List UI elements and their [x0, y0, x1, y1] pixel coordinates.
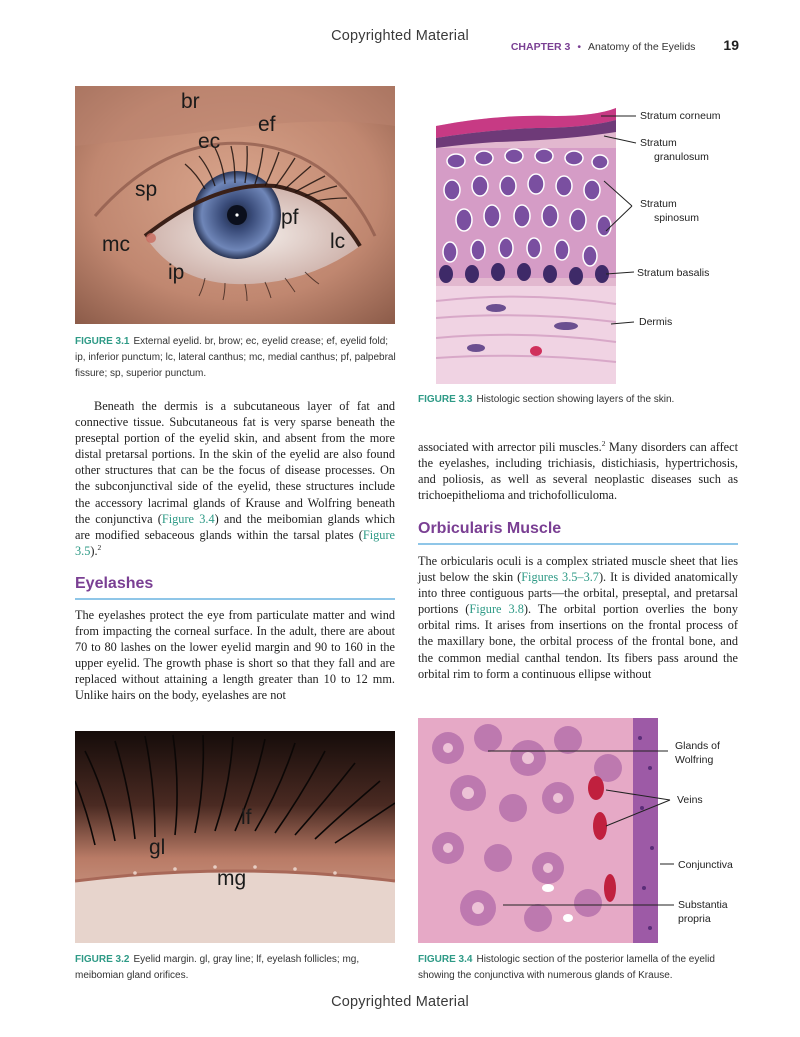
caption-text: External eyelid. br, brow; ec, eyelid crease; ef, eyelid fold; ip, inferior punctum; lc, lateral canthus; mc, medial canthus; pf, palpebral fissure; sp, superior punctum.	[75, 336, 396, 379]
eyelashes-heading-rule	[75, 598, 395, 600]
chapter-title: Anatomy of the Eyelids	[588, 41, 696, 53]
label-ef: ef	[258, 113, 276, 136]
figure-number: FIGURE 3.2	[75, 954, 130, 965]
label-mc: mc	[102, 233, 130, 256]
label-veins: Veins	[677, 794, 703, 806]
figure-3-3-skin-histology	[436, 86, 736, 384]
label-stratum-granulosum-1: Stratum	[640, 137, 677, 149]
bullet-separator: •	[577, 41, 582, 53]
label-pf: pf	[281, 206, 299, 229]
figure-number: FIGURE 3.1	[75, 336, 130, 347]
label-stratum-basalis: Stratum basalis	[637, 267, 710, 279]
reference-superscript: 2	[601, 438, 606, 448]
eyelashes-heading: Eyelashes	[75, 575, 154, 592]
watermark-bottom: Copyrighted Material	[331, 994, 469, 1010]
figure-number: FIGURE 3.4	[418, 954, 473, 965]
figure-3-4-link[interactable]: Figure 3.4	[161, 511, 215, 526]
posterior-lamella-illustration	[418, 718, 740, 943]
label-dermis: Dermis	[639, 316, 673, 328]
figure-3-4-posterior-lamella-histology	[418, 718, 740, 943]
paragraph-text: ) and the meibomian glands which are modified sebaceous glands within the tarsal plates (	[75, 511, 395, 542]
label-stratum-granulosum-2: granulosum	[654, 151, 709, 163]
page-number: 19	[723, 37, 739, 53]
label-stratum-spinosum-2: spinosum	[654, 212, 699, 224]
right-column-paragraph-1	[418, 439, 738, 503]
paragraph-text: The eyelashes protect the eye from particulate matter and wind from impacting the corneal surface. In the adult, there are about 70 to 80 lashes on the lower eyelid margin and 90 to 160 in the upper eyelid. The growth phase is short so that they fall and are replaced without attaining a length greater than 10 to 12 mm. Unlike hairs on the body, eyelashes are not	[75, 608, 395, 703]
reference-superscript: 2	[97, 542, 102, 552]
running-head	[511, 37, 739, 53]
label-lc: lc	[330, 230, 346, 253]
paragraph-text: ). The orbital portion overlies the bony orbital rims. It arises from insertions on the frontal process of the maxillary bone, the orbital process of the frontal bone, and the common medial canthal tendon. Its fibers pass around the orbital rim to form a continuous ellipse without	[418, 602, 738, 681]
label-glands-of-wolfring-2: Wolfring	[675, 754, 714, 766]
label-mg: mg	[217, 867, 247, 890]
chapter-label: CHAPTER 3	[510, 41, 571, 53]
paragraph-text: Many disorders can affect the eyelashes, including trichiasis, distichiasis, hypertrichosis, and poliosis, as well as several neoplastic diseases such as trichoepithelioma and trichofolliculoma.	[418, 440, 738, 503]
orbicularis-heading: Orbicularis Muscle	[418, 520, 562, 537]
figures-3-5-3-7-link[interactable]: Figures 3.5–3.7	[521, 570, 599, 585]
paragraph-text: ). It is divided anatomically into three contiguous parts—the orbital, preseptal, and pretarsal portions (	[418, 570, 739, 617]
figure-3-5-link[interactable]: Figure 3.5	[75, 527, 395, 558]
label-ip: ip	[168, 261, 185, 284]
left-column-paragraph-1	[75, 398, 395, 559]
figure-3-1-eye-photo	[75, 86, 395, 324]
figure-3-3-caption	[418, 392, 740, 408]
eyelid-margin-illustration	[75, 731, 395, 943]
label-gl: gl	[149, 836, 166, 859]
figure-3-1-caption	[75, 334, 397, 382]
paragraph-text: associated with arrector pili muscles.	[418, 440, 602, 454]
paragraph-text: ).	[90, 543, 98, 558]
caption-text: Histologic section of the posterior lamella of the eyelid showing the conjunctiva with numerous glands of Krause.	[418, 954, 715, 981]
right-column-paragraph-2	[418, 553, 738, 682]
watermark-top: Copyrighted Material	[331, 28, 469, 44]
label-br: br	[181, 90, 200, 113]
orbicularis-heading-rule	[418, 543, 738, 545]
label-glands-of-wolfring-1: Glands of	[675, 740, 720, 752]
label-ec: ec	[198, 130, 221, 153]
label-conjunctiva: Conjunctiva	[678, 859, 733, 871]
paragraph-text: The orbicularis oculi is a complex striated muscle sheet that lies just below the skin (	[418, 554, 738, 585]
label-lf: lf	[241, 806, 252, 829]
left-column-paragraph-2	[75, 607, 395, 704]
caption-text: Eyelid margin. gl, gray line; lf, eyelash follicles; mg, meibomian gland orifices.	[75, 954, 360, 981]
caption-text: Histologic section showing layers of the skin.	[476, 394, 675, 405]
skin-histology-illustration	[436, 86, 736, 384]
label-stratum-spinosum-1: Stratum	[640, 198, 677, 210]
figure-3-8-link[interactable]: Figure 3.8	[469, 602, 524, 617]
figure-number: FIGURE 3.3	[418, 394, 473, 405]
label-substantia-propria-1: Substantia	[678, 899, 728, 911]
label-sp: sp	[135, 178, 158, 201]
figure-3-4-caption	[418, 952, 740, 984]
paragraph-text: Beneath the dermis is a subcutaneous layer of fat and connective tissue. Subcutaneous fat is very sparse beneath the preseptal portion of the eyelid skin, and absent from the more distal pretarsal portions. In the skin of the eyelid are also found other structures that can be the focus of disease processes. On the subconjunctival side of the eyelid, these structures include the accessory lacrimal glands of Krause and Wolfring beneath the conjunctiva (	[75, 399, 395, 526]
figure-3-2-eyelid-margin-photo	[75, 731, 395, 943]
label-stratum-corneum: Stratum corneum	[640, 110, 721, 122]
eye-photo-labels	[75, 86, 395, 324]
figure-3-2-caption	[75, 952, 397, 984]
label-substantia-propria-2: propria	[678, 913, 711, 925]
